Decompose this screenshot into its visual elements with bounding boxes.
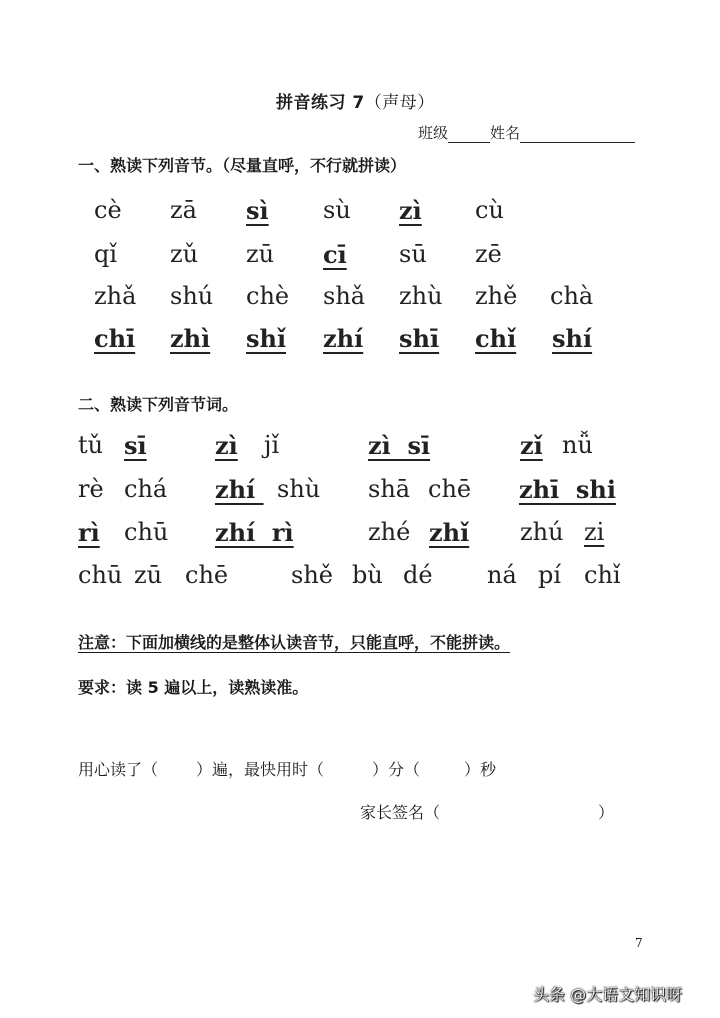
whole-syllable: zì xyxy=(399,196,422,225)
class-name-fields xyxy=(418,122,635,143)
whole-syllable: zhǐ xyxy=(429,518,470,547)
whole-syllable-word: zhī shi xyxy=(519,475,616,504)
whole-syllable: zǐ xyxy=(520,431,543,460)
watermark: 头条 @大语文知识呀 xyxy=(533,985,683,1004)
whole-syllable: shí xyxy=(552,324,593,353)
syllable: cè xyxy=(94,196,122,224)
syllable: chè xyxy=(246,282,290,310)
class-blank[interactable] xyxy=(448,127,490,143)
record-label-minutes: ）分（ xyxy=(372,760,421,779)
syllable: dé xyxy=(403,561,433,589)
syllable: cù xyxy=(475,196,504,224)
title-text: 拼音练习 7 xyxy=(276,93,365,113)
whole-syllable: chǐ xyxy=(475,324,517,353)
whole-syllable: zhí xyxy=(215,475,264,504)
syllable: chē xyxy=(185,561,229,589)
syllable: shě xyxy=(291,561,333,589)
syllable: nǚ xyxy=(562,431,593,459)
class-label: 班级 xyxy=(418,124,449,142)
syllable: sū xyxy=(399,240,427,268)
whole-syllable: sì xyxy=(246,196,269,225)
whole-syllable: zì xyxy=(215,431,238,460)
syllable: qǐ xyxy=(94,240,118,268)
whole-syllable: zhí xyxy=(323,324,364,353)
syllable: zhù xyxy=(399,282,443,310)
syllable: zhú xyxy=(520,518,564,546)
note-text: 注意：下面加横线的是整体认读音节，只能直呼，不能拼读。 xyxy=(78,633,511,652)
title-subtitle: （声母） xyxy=(364,93,435,113)
page-number: 7 xyxy=(635,936,643,950)
page-title xyxy=(276,88,435,113)
syllable: zǔ xyxy=(170,240,199,268)
record-label-times: 用心读了（ xyxy=(78,760,159,779)
syllable: rè xyxy=(78,475,104,503)
syllable: ná xyxy=(487,561,517,589)
whole-syllable: rì xyxy=(78,518,100,547)
reading-record xyxy=(78,757,496,780)
syllable: chà xyxy=(550,282,594,310)
syllable: chū xyxy=(124,518,169,546)
record-label-fastest: ）遍，最快用时（ xyxy=(196,760,325,779)
syllable: jǐ xyxy=(264,431,280,459)
syllable: chá xyxy=(124,475,168,503)
whole-syllable-light: zi xyxy=(584,518,605,546)
syllable: chū xyxy=(78,561,123,589)
syllable: zū xyxy=(246,240,275,268)
section2-heading: 二、熟读下列音节词。 xyxy=(78,395,239,414)
name-blank[interactable] xyxy=(520,127,635,143)
syllable: zhě xyxy=(475,282,518,310)
record-label-seconds: ）秒 xyxy=(464,760,497,779)
whole-syllable-word: zì sī xyxy=(368,431,431,460)
signature-label: 家长签名（ xyxy=(360,803,441,822)
whole-syllable: zhì xyxy=(170,324,211,353)
signature-close: ） xyxy=(598,803,615,822)
parent-signature xyxy=(360,800,614,823)
whole-syllable-word: zhí rì xyxy=(215,518,294,547)
syllable: bù xyxy=(352,561,383,589)
syllable: shù xyxy=(277,475,321,503)
syllable: chǐ xyxy=(584,561,621,589)
syllable: shú xyxy=(170,282,214,310)
syllable: zhǎ xyxy=(94,282,137,310)
whole-syllable: shī xyxy=(399,324,440,353)
whole-syllable: cī xyxy=(323,240,347,269)
syllable: pí xyxy=(538,561,562,589)
syllable: shā xyxy=(368,475,411,503)
syllable: zhé xyxy=(368,518,411,546)
syllable: sù xyxy=(323,196,351,224)
syllable: chē xyxy=(428,475,472,503)
section1-heading: 一、熟读下列音节。（尽量直呼，不行就拼读） xyxy=(78,156,407,175)
requirement-text: 要求：读 5 遍以上，读熟读准。 xyxy=(78,678,309,697)
syllable: zū xyxy=(134,561,163,589)
whole-syllable: chī xyxy=(94,324,136,353)
syllable: zā xyxy=(170,196,197,224)
syllable: shǎ xyxy=(323,282,366,310)
syllable: tǔ xyxy=(78,431,104,459)
name-label: 姓名 xyxy=(490,124,521,142)
syllable: zē xyxy=(475,240,502,268)
whole-syllable: shǐ xyxy=(246,324,287,353)
whole-syllable: sī xyxy=(124,431,147,460)
